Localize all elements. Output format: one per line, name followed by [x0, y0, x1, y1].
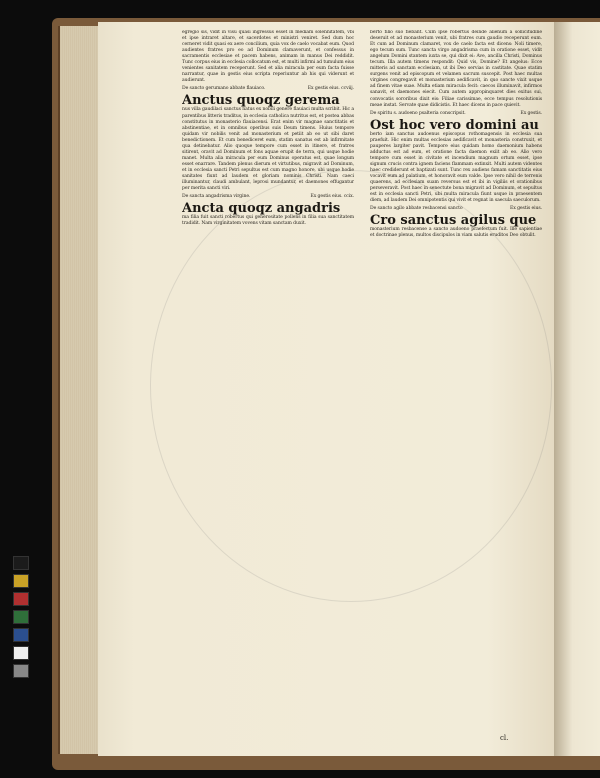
paragraph: monasterium resbacense a sancto audoeno praefectum fuit. Ille sapientiae et doctrinae plenus, multos discipulos in viam salutis eruditos Deo obtulit.	[370, 227, 542, 239]
section-reference	[370, 111, 542, 117]
left-text-column	[182, 30, 354, 736]
paragraph: berto iam sanctus audoenus episcopus rothomagensis in ecclesia sua praefuit. Hic enim multas ecclesias aedificavit et monasteria construxit, et pauperes largiter pavit. Tempore eius quidam homo daemonium habens adductus est ad eum, et oratione facta daemon exiit ab eo. Alio vero tempore cum esset in civitate et incendium magnum ortum esset, ipse signum crucis contra ignem faciens flammam extinxit. Multi autem videntes haec crediderunt et baptizati sunt. Tunc rex audiens famam sanctitatis eius vocavit eum ad palatium, et honoravit eum valde. Ipse vero nihil de terrenis quaerens, ad ecclesiam suam reversus est et ibi in vigiliis et orationibus perseveravit. Post haec in senectute bona migravit ad Dominum, et sepultus est in ecclesia sancti Petri, ubi multa miracula fiunt usque in praesentem diem, ad laudem Dei omnipotentis qui vivit et regnat in saecula saeculorum.	[370, 131, 542, 204]
color-swatch	[13, 610, 29, 624]
color-swatch	[13, 664, 29, 678]
incipit-heading: Cro sanctus agilus que	[370, 213, 537, 229]
right-text-column	[370, 30, 542, 736]
color-swatch	[13, 574, 29, 588]
folio-number: cl.	[500, 734, 509, 742]
section-source: Ex gestis eius. ccviij.	[307, 86, 354, 92]
section-reference	[182, 86, 354, 92]
paragraph: nus villa gaudilaci sanctus natus ex nobili genere flauiaci multa scribit. Hic a parentibus litteris traditus, in ecclesia catholica nutritus est, et postea abbas constitutus in monasterio flauiacensi. Erat enim vir magnae sanctitatis et abstinentiae, et in omnibus operibus suis Deum timens. Huius tempore quidam vir nobilis venit ad monasterium et petiit ab eo ut sibi daret benedictionem. Et cum benediceret eum, statim sanatus est ab infirmitate qua detinebatur. Alio quoque tempore cum esset in itinere, et fratres sitirent, oravit ad Dominum et fons aquae erupit de terra, qui usque hodie manet. Multa alia miracula per eum Dominus operatus est, quae longum esset enarrare. Tandem plenus dierum et virtutibus, migravit ad Dominum, et in ecclesia sancti Petri sepultus est cum magno honore, ubi usque hodie sanitates fiunt ad laudem et gloriam nominis Christi. Nam caeci illuminantur, claudi ambulant, leprosi mundantur, et daemones effugantur per merita sancti viri.	[182, 107, 354, 192]
section-reference	[182, 194, 354, 200]
color-swatch	[13, 646, 29, 660]
section-reference	[370, 206, 542, 212]
paragraph: berto filio suo fiebant. Cum ipse robertus deinde alienum a sollicitudine deseruit et ad monasterium venit, ubi fratres cum gaudio receperunt eum. Et cum ad Dominum clamaret, vox de caelo facta est dicens: Noli timere, ego tecum sum. Tunc sancta virgo angadrisma cum in oratione esset, vidit angelum Domini stantem iuxta se, qui dixit ei: Ave, ancilla Christi, Dominus tecum. Illa autem timens respondit: Quid vis, Domine? Et angelus: Ecce mitteris ad sanctam ecclesiam, ut ibi Deo servias in castitate. Quae statim surgens venit ad episcopum et velamen sacrum suscepit. Post haec multas virgines congregavit et monasterium aedificavit, in quo sancte vixit usque ad finem vitae suae. Multa etiam miracula fecit: caecos illuminavit, infirmos sanavit, et daemones eiecit. Cum autem appropinquaret dies exitus sui, convocatis sororibus dixit eis: Filiae carissimae, ecce tempus resolutionis meae instat. Servate quae didicistis. Et haec dicens in pace quievit.	[370, 30, 542, 108]
section-source: Ex gestis eius.	[509, 206, 542, 212]
incipit-heading: Ancta quoqz angadris	[182, 201, 341, 217]
section-title: De sancto gerumano abbate flauiaco.	[182, 86, 266, 92]
section-source: Ex gestis.	[520, 110, 542, 116]
paragraph: ma filia fuit sancti robertus qui generositate pollens in filia sua sanctitatem tradidit. Nam virginitatem vovens vitam sanctam duxit.	[182, 215, 354, 227]
section-title: De spiritu s. audoeno psalteria conscripsit.	[370, 110, 466, 116]
page-edges	[58, 26, 102, 754]
section-title: De sancto agilo abbate resbacensi sancto	[370, 206, 463, 212]
color-calibration-card	[6, 556, 36, 768]
section-source: Ex gestis eius. ccix.	[310, 194, 354, 200]
facing-page-edge	[554, 22, 600, 756]
color-swatch	[13, 592, 29, 606]
section-title: De sancta angadrisma virgine.	[182, 194, 251, 200]
incipit-heading: Ost hoc vero domini au	[370, 117, 539, 133]
color-swatch	[13, 556, 29, 570]
paragraph: egregio sis, vidit in visu quasi ingressus esset in mediam solennitatem, vbi et ipse intraret altare, et sacerdotes et ministri veniret. Sed dum hoc cerneret vidit quasi ex aere concilium, quia vox de caelo vocabat eum. Quod audientes fratres pro eo ad Dominum clamaverunt, et confessus in sacramentis ecclesiae et pacem habens, animam in manus Dei reddidit. Tunc corpus eius in ecclesia collocatum est, et multi infirmi ad tumulum eius venientes sanitatem receperunt. Sed et alia miracula per eum facta fuisse narrantur, quae in gestis eius scripta reperiuntur ab his qui viderunt et audierunt.	[182, 30, 354, 84]
incipit-heading: Anctus quoqz gerema	[182, 93, 340, 109]
color-swatch	[13, 628, 29, 642]
